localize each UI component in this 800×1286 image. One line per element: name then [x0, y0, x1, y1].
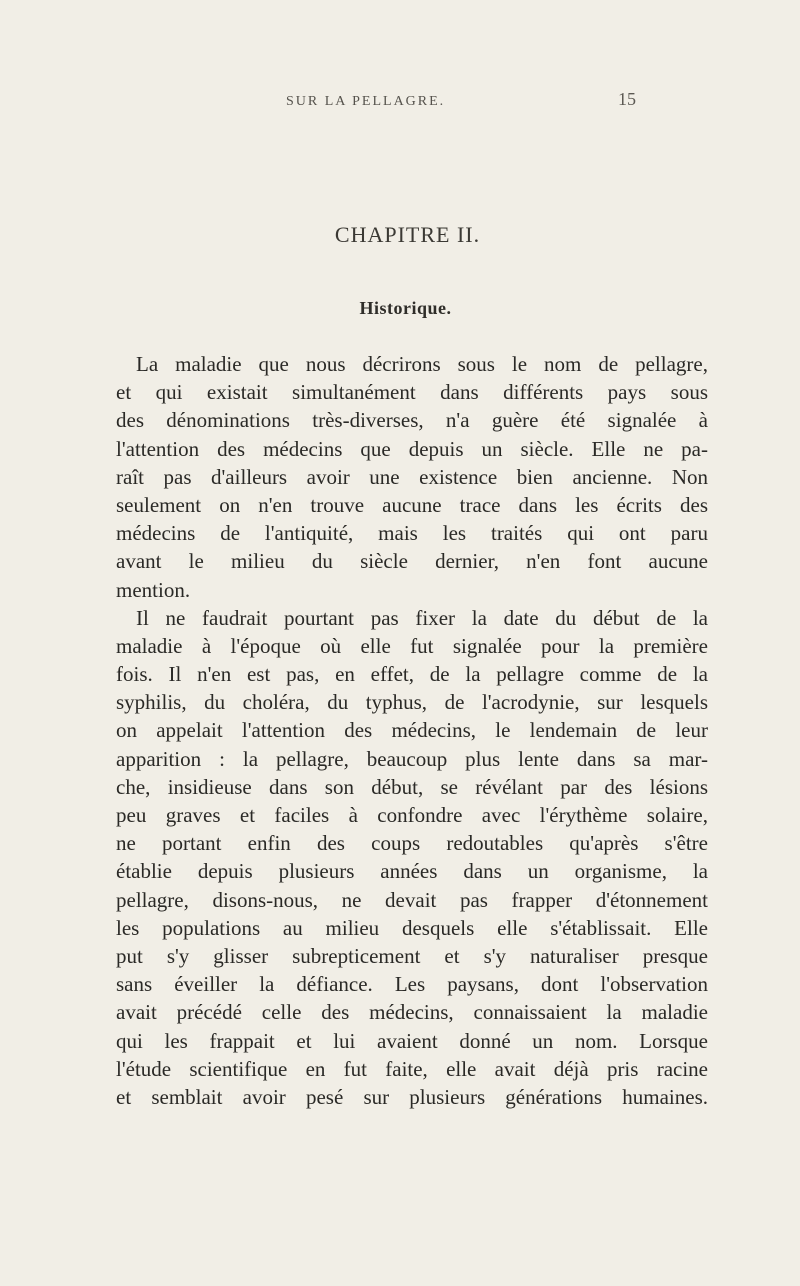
text-line: les populations au milieu desquels elle s'établissait. Elle: [116, 915, 708, 940]
text-line: des dénominations très-diverses, n'a guère été signalée à: [116, 408, 708, 433]
text-line: pellagre, disons-nous, ne devait pas frapper d'étonnement: [116, 887, 708, 912]
text-line: La maladie que nous décrirons sous le nom de pellagre,: [136, 352, 708, 376]
text-line: qui les frappait et lui avaient donné un nom. Lorsque: [116, 1028, 708, 1053]
text-line: médecins de l'antiquité, mais les traités qui ont paru: [116, 521, 708, 546]
text-line: établie depuis plusieurs années dans un organisme, la: [116, 859, 708, 884]
running-head: SUR LA PELLAGRE.: [286, 94, 446, 109]
text-line: apparition : la pellagre, beaucoup plus lente dans sa mar-: [116, 746, 708, 771]
text-line: et semblait avoir pesé sur plusieurs générations humaines.: [116, 1084, 708, 1109]
section-title: Historique.: [359, 298, 452, 318]
page-number: 15: [618, 89, 636, 109]
text-line: put s'y glisser subrepticement et s'y naturaliser presque: [116, 943, 708, 968]
text-line: raît pas d'ailleurs avoir une existence bien ancienne. Non: [116, 464, 708, 489]
text-line: Il ne faudrait pourtant pas fixer la date du début de la: [136, 605, 708, 630]
text-line: peu graves et faciles à confondre avec l'érythème solaire,: [116, 803, 708, 827]
chapter-title: CHAPITRE II.: [334, 222, 481, 247]
text-line: on appelait l'attention des médecins, le lendemain de leur: [116, 718, 708, 743]
text-line: mention.: [116, 577, 191, 602]
text-line: seulement on n'en trouve aucune trace dans les écrits des: [116, 492, 708, 517]
text-line: avait précédé celle des médecins, connaissaient la maladie: [116, 1000, 708, 1025]
text-line: che, insidieuse dans son début, se révélant par des lésions: [116, 774, 708, 799]
text-line: l'attention des médecins que depuis un siècle. Elle ne pa-: [116, 436, 708, 461]
body-text: [116, 350, 708, 1111]
text-line: l'étude scientifique en fut faite, elle avait déjà pris racine: [116, 1056, 708, 1081]
text-line: ne portant enfin des coups redoutables qu'après s'être: [116, 831, 708, 856]
text-line: maladie à l'époque où elle fut signalée pour la première: [116, 633, 708, 658]
text-line: fois. Il n'en est pas, en effet, de la pellagre comme de la: [116, 662, 708, 687]
text-line: et qui existait simultanément dans différents pays sous: [116, 380, 708, 405]
text-line: avant le milieu du siècle dernier, n'en font aucune: [116, 549, 708, 574]
text-line: syphilis, du choléra, du typhus, de l'acrodynie, sur lesquels: [116, 690, 708, 715]
text-line: sans éveiller la défiance. Les paysans, dont l'observation: [116, 972, 708, 997]
